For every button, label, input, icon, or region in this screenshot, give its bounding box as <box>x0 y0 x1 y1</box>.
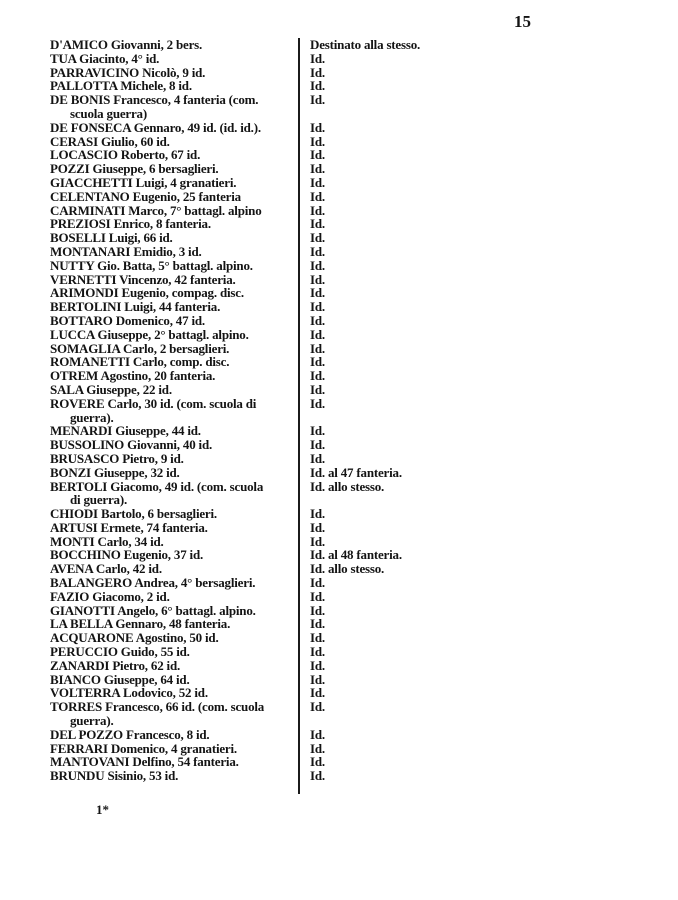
officer-name-text: BOCCHINO Eugenio, 37 id. <box>50 547 204 563</box>
officer-name-text: LOCASCIO Roberto, 67 id. <box>50 147 201 163</box>
officer-name-text: AVENA Carlo, 42 id. <box>50 561 162 577</box>
officer-name-text: GIACCHETTI Luigi, 4 granatieri. <box>50 174 237 190</box>
officer-name-text: NUTTY Gio. Batta, 5° battagl. alpino. <box>50 257 253 273</box>
list-item <box>50 673 450 687</box>
list-item <box>50 286 450 300</box>
officer-name-continuation: guerra). <box>70 713 114 729</box>
destination: Id. <box>310 188 325 204</box>
destination: Id. <box>310 630 325 646</box>
officer-name <box>50 507 300 521</box>
officer-name-text: FAZIO Giacomo, 2 id. <box>50 588 170 604</box>
officer-name-text: VERNETTI Vincenzo, 42 fanteria. <box>50 271 236 287</box>
officer-name-text: LUCCA Giuseppe, 2° battagl. alpino. <box>50 326 249 342</box>
officer-name <box>50 342 300 356</box>
destination: Id. <box>310 533 325 549</box>
officer-name <box>50 286 300 300</box>
officer-name-text: PARRAVICINO Nicolò, 9 id. <box>50 64 206 80</box>
officer-name-text: BOTTARO Domenico, 47 id. <box>50 312 205 328</box>
destination: Id. <box>310 575 325 591</box>
officer-name <box>50 686 300 700</box>
list-item <box>50 617 450 631</box>
destination: Id. <box>310 340 325 356</box>
destination: Id. <box>310 161 325 177</box>
list-item <box>50 397 450 425</box>
officer-name-text: CHIODI Bartolo, 6 bersaglieri. <box>50 506 217 522</box>
officer-name-text: ACQUARONE Agostino, 50 id. <box>50 630 219 646</box>
officer-name-continuation: di guerra). <box>70 492 128 508</box>
officer-name <box>50 659 300 673</box>
officer-name <box>50 93 300 121</box>
destination: Id. <box>310 699 325 715</box>
officer-name-text: ARIMONDI Eugenio, compag. disc. <box>50 285 244 301</box>
officer-name <box>50 452 300 466</box>
officer-name-text: LA BELLA Gennaro, 48 fanteria. <box>50 616 231 632</box>
destination: Id. <box>310 147 325 163</box>
list-item <box>50 38 450 52</box>
list-item <box>50 604 450 618</box>
officer-name <box>50 38 300 52</box>
destination: Id. <box>310 216 325 232</box>
list-item <box>50 121 450 135</box>
officer-name <box>50 176 300 190</box>
destination: Id. <box>310 519 325 535</box>
officer-name-text: DEL POZZO Francesco, 8 id. <box>50 726 210 742</box>
destination: Id. <box>310 271 325 287</box>
list-item <box>50 562 450 576</box>
officer-name <box>50 590 300 604</box>
destination: Id. <box>310 506 325 522</box>
destination: Id. <box>310 726 325 742</box>
officer-name-text: CELENTANO Eugenio, 25 fanteria <box>50 188 241 204</box>
destination: Id. <box>310 423 325 439</box>
destination: Id. <box>310 326 325 342</box>
officer-name <box>50 121 300 135</box>
list-item <box>50 438 450 452</box>
destination: Id. <box>310 312 325 328</box>
officer-name-text: TUA Giacinto, 4° id. <box>50 50 160 66</box>
list-item <box>50 148 450 162</box>
officer-name <box>50 466 300 480</box>
officer-name <box>50 273 300 287</box>
destination: Id. <box>310 92 325 108</box>
destination: Id. <box>310 588 325 604</box>
destination: Id. <box>310 354 325 370</box>
destination: Id. al 47 fanteria. <box>310 464 402 480</box>
officer-name-text: POZZI Giuseppe, 6 bersaglieri. <box>50 161 219 177</box>
destination: Id. <box>310 437 325 453</box>
destination: Id. <box>310 754 325 770</box>
destination: Destinato alla stesso. <box>310 37 421 52</box>
officer-name-text: MONTANARI Emidio, 3 id. <box>50 243 202 259</box>
officer-name <box>50 328 300 342</box>
destination: Id. <box>310 685 325 701</box>
officer-name-text: FERRARI Domenico, 4 granatieri. <box>50 740 237 756</box>
officer-name <box>50 535 300 549</box>
destination: Id. <box>310 119 325 135</box>
destination: Id. <box>310 64 325 80</box>
list-item <box>50 686 450 700</box>
list-item <box>50 755 450 769</box>
destination: Id. <box>310 450 325 466</box>
officer-name-text: MANTOVANI Delfino, 54 fanteria. <box>50 754 239 770</box>
officer-name <box>50 52 300 66</box>
officer-name-text: ROVERE Carlo, 30 id. (com. scuola di <box>50 395 257 411</box>
officer-name <box>50 259 300 273</box>
officer-name-text: BUSSOLINO Giovanni, 40 id. <box>50 437 213 453</box>
destination: Id. <box>310 50 325 66</box>
officer-name <box>50 604 300 618</box>
list-item <box>50 383 450 397</box>
officer-name <box>50 314 300 328</box>
officer-name <box>50 438 300 452</box>
officer-name-text: MONTI Carlo, 34 id. <box>50 533 164 549</box>
officer-name <box>50 66 300 80</box>
officer-name-text: BRUSASCO Pietro, 9 id. <box>50 450 184 466</box>
list-item <box>50 355 450 369</box>
page-number: 15 <box>514 12 531 31</box>
list-item <box>50 452 450 466</box>
list-item <box>50 176 450 190</box>
list-item <box>50 700 450 728</box>
officer-name-text: VOLTERRA Lodovico, 52 id. <box>50 685 208 701</box>
destination: Id. <box>310 230 325 246</box>
officer-name <box>50 548 300 562</box>
list-item <box>50 190 450 204</box>
officer-name <box>50 424 300 438</box>
list-item <box>50 576 450 590</box>
officer-name-text: ZANARDI Pietro, 62 id. <box>50 657 181 673</box>
officer-name-text: ROMANETTI Carlo, comp. disc. <box>50 354 230 370</box>
destination: Id. <box>310 133 325 149</box>
destination: Id. <box>310 740 325 756</box>
officer-name <box>50 397 300 425</box>
destination: Id. <box>310 657 325 673</box>
list-item <box>50 328 450 342</box>
officer-name <box>50 245 300 259</box>
list-item <box>50 535 450 549</box>
officer-name <box>50 728 300 742</box>
officer-name-continuation: scuola guerra) <box>70 105 147 121</box>
officer-name <box>50 769 300 783</box>
officer-name-text: CERASI Giulio, 60 id. <box>50 133 170 149</box>
destination: Id. <box>310 243 325 259</box>
list-item <box>50 273 450 287</box>
officer-name-continuation: guerra). <box>70 409 114 425</box>
officer-name-text: BRUNDU Sisinio, 53 id. <box>50 768 179 784</box>
destination: Id. <box>310 299 325 315</box>
list-item <box>50 645 450 659</box>
list-item <box>50 314 450 328</box>
list-item <box>50 369 450 383</box>
officer-name <box>50 480 300 508</box>
list-item <box>50 52 450 66</box>
officer-name-text: BALANGERO Andrea, 4° bersaglieri. <box>50 575 256 591</box>
destination: Id. <box>310 285 325 301</box>
officer-name-text: DE FONSECA Gennaro, 49 id. (id. id.). <box>50 119 261 135</box>
officer-name <box>50 383 300 397</box>
destination: Id. <box>310 381 325 397</box>
list-item <box>50 507 450 521</box>
officer-name <box>50 190 300 204</box>
list-item <box>50 424 450 438</box>
officer-name-text: MENARDI Giuseppe, 44 id. <box>50 423 201 439</box>
officer-name-text: PALLOTTA Michele, 8 id. <box>50 78 192 94</box>
officer-name <box>50 645 300 659</box>
list-item <box>50 659 450 673</box>
officer-name-text: BERTOLI Giacomo, 49 id. (com. scuola <box>50 478 264 494</box>
officer-name-text: TORRES Francesco, 66 id. (com. scuola <box>50 699 265 715</box>
list-item <box>50 231 450 245</box>
list-item <box>50 769 450 783</box>
officer-name-text: SALA Giuseppe, 22 id. <box>50 381 172 397</box>
officer-name <box>50 300 300 314</box>
officer-name-text: DE BONIS Francesco, 4 fanteria (com. <box>50 92 259 108</box>
officer-name <box>50 162 300 176</box>
list-item <box>50 93 450 121</box>
officer-name <box>50 148 300 162</box>
officer-name <box>50 355 300 369</box>
printer-signature: 1* <box>96 802 109 817</box>
destination: Id. <box>310 671 325 687</box>
destination: Id. al 48 fanteria. <box>310 547 402 563</box>
destination: Id. <box>310 202 325 218</box>
officer-name <box>50 576 300 590</box>
list-item <box>50 79 450 93</box>
destination: Id. <box>310 257 325 273</box>
list-item <box>50 66 450 80</box>
list-item <box>50 480 450 508</box>
officer-name <box>50 562 300 576</box>
officer-name-text: ARTUSI Ermete, 74 fanteria. <box>50 519 208 535</box>
officer-name-text: BIANCO Giuseppe, 64 id. <box>50 671 190 687</box>
officer-name <box>50 673 300 687</box>
list-item <box>50 300 450 314</box>
destination: Id. <box>310 768 325 784</box>
destination: Id. <box>310 174 325 190</box>
officer-name <box>50 521 300 535</box>
destination: Id. <box>310 616 325 632</box>
list-item <box>50 204 450 218</box>
officer-name-text: BOSELLI Luigi, 66 id. <box>50 230 173 246</box>
officer-name-text: SOMAGLIA Carlo, 2 bersaglieri. <box>50 340 230 356</box>
destination: Id. <box>310 395 325 411</box>
list-item <box>50 135 450 149</box>
destination: Id. <box>310 368 325 384</box>
list-item <box>50 245 450 259</box>
officer-name-text: OTREM Agostino, 20 fanteria. <box>50 368 216 384</box>
officer-name <box>50 79 300 93</box>
destination: Id. <box>310 602 325 618</box>
list-item <box>50 259 450 273</box>
officer-name-text: D'AMICO Giovanni, 2 bers. <box>50 37 203 52</box>
officer-name-text: PERUCCIO Guido, 55 id. <box>50 644 190 660</box>
officer-name <box>50 617 300 631</box>
list-item <box>50 590 450 604</box>
list-item <box>50 742 450 756</box>
officer-name <box>50 369 300 383</box>
list-item <box>50 521 450 535</box>
officer-name-text: BERTOLINI Luigi, 44 fanteria. <box>50 299 221 315</box>
list-item <box>50 217 450 231</box>
destination: Id. allo stesso. <box>310 478 385 494</box>
list-item <box>50 342 450 356</box>
destination: Id. <box>310 644 325 660</box>
destination: Id. allo stesso. <box>310 561 385 577</box>
officer-name <box>50 631 300 645</box>
officer-name-text: CARMINATI Marco, 7° battagl. alpino <box>50 202 262 218</box>
officer-name <box>50 231 300 245</box>
officer-name <box>50 135 300 149</box>
list-item <box>50 631 450 645</box>
list-item <box>50 548 450 562</box>
officer-name-text: PREZIOSI Enrico, 8 fanteria. <box>50 216 211 232</box>
officer-list <box>50 38 450 783</box>
list-item <box>50 466 450 480</box>
officer-name <box>50 217 300 231</box>
list-item <box>50 728 450 742</box>
destination: Id. <box>310 78 325 94</box>
list-item <box>50 162 450 176</box>
officer-name-text: GIANOTTI Angelo, 6° battagl. alpino. <box>50 602 256 618</box>
officer-name <box>50 204 300 218</box>
officer-name <box>50 700 300 728</box>
officer-name-text: BONZI Giuseppe, 32 id. <box>50 464 180 480</box>
officer-name <box>50 755 300 769</box>
officer-name <box>50 742 300 756</box>
